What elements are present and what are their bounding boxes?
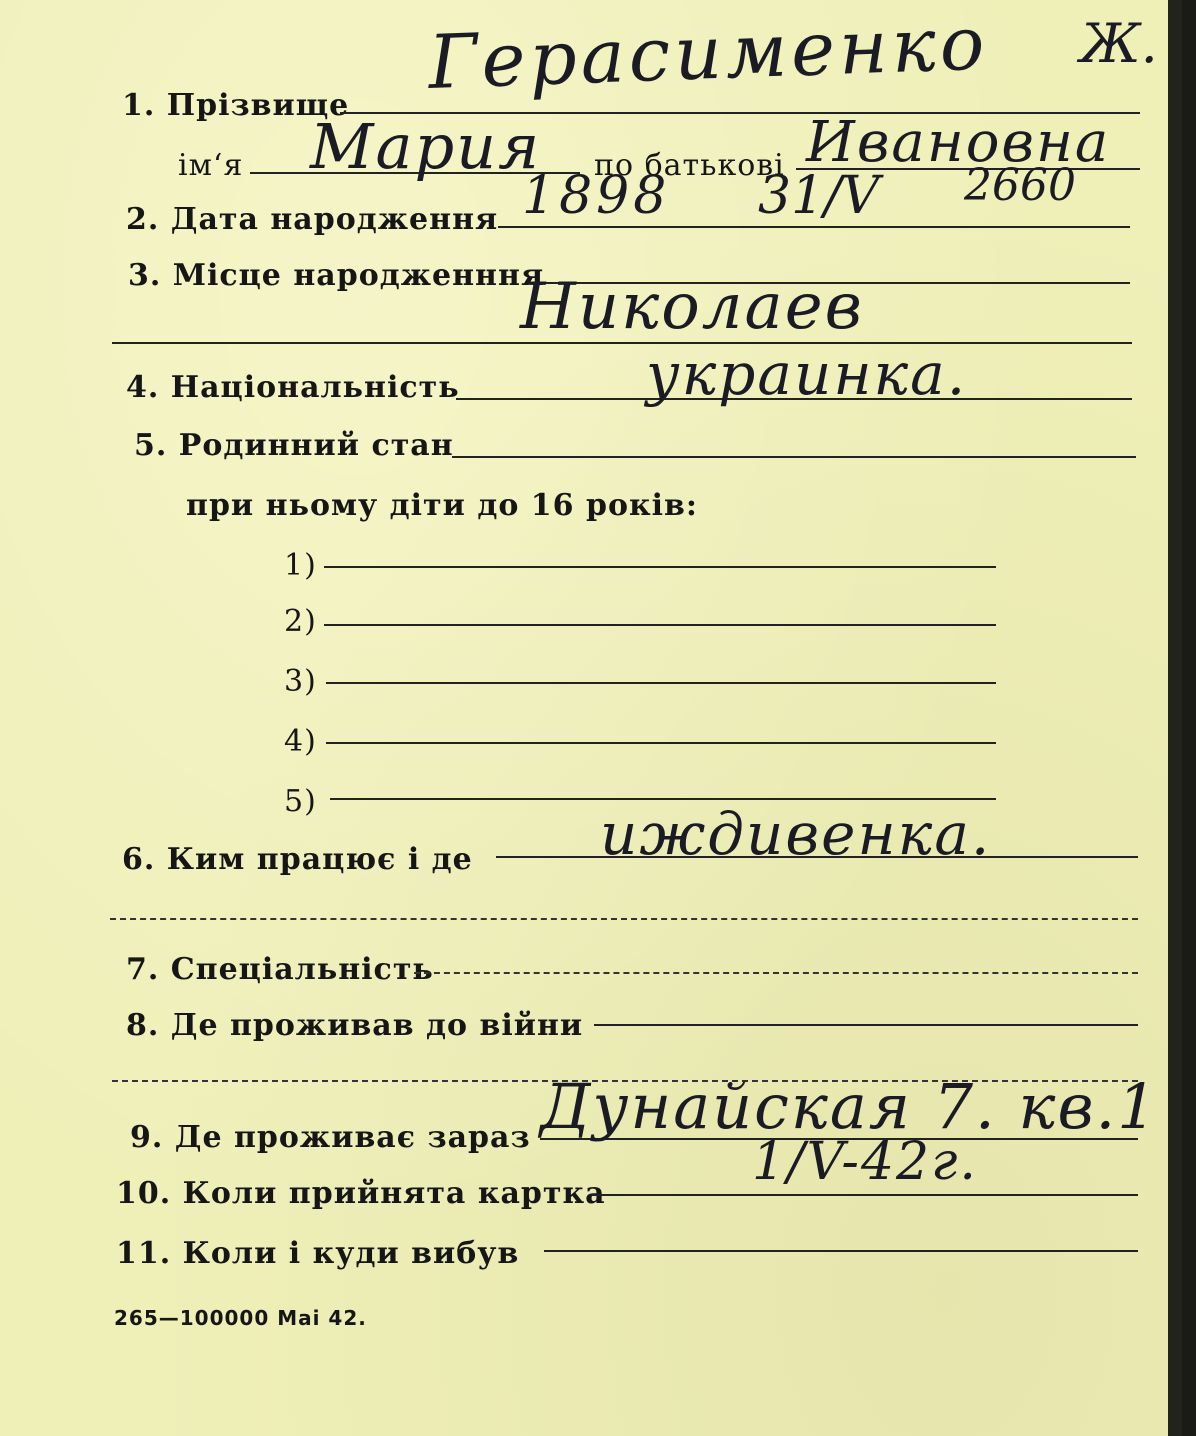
line-departure <box>544 1250 1138 1252</box>
child-label-4: 4) <box>284 724 317 759</box>
line-specialty <box>414 972 1138 974</box>
label-departure: 11. Коли і куди вибув <box>116 1236 520 1271</box>
child-label-5: 5) <box>284 784 317 819</box>
hand-first-name: Мария <box>310 110 542 183</box>
line-work-2 <box>110 918 1138 920</box>
label-surname: 1. Прізвище <box>122 88 350 123</box>
child-label-3: 3) <box>284 664 317 699</box>
line-prewar-residence <box>594 1024 1138 1026</box>
hand-number: 2660 <box>964 160 1076 211</box>
child-line-3 <box>326 682 996 684</box>
hand-corner-mark: Ж. <box>1080 12 1158 75</box>
print-code: 265—100000 Mai 42. <box>114 1306 367 1330</box>
child-line-1 <box>324 566 996 568</box>
hand-birthplace: Николаев <box>520 270 864 344</box>
hand-work: иждивенка. <box>600 800 992 868</box>
line-birth-date <box>498 226 1130 228</box>
child-label-2: 2) <box>284 604 317 639</box>
hand-surname: Герасименко <box>426 0 990 107</box>
hand-birth-year: 1898 <box>522 166 671 226</box>
label-birthplace: 3. Місце народженння <box>128 258 545 293</box>
label-marital-status: 5. Родинний стан <box>134 428 454 463</box>
label-work: 6. Ким працює і де <box>122 842 473 877</box>
label-nationality: 4. Національність <box>126 370 460 405</box>
line-card-accepted <box>590 1194 1138 1196</box>
label-first-name: ім‘я <box>178 148 244 183</box>
child-label-1: 1) <box>284 548 317 583</box>
hand-card-date: 1/V-42г. <box>752 1132 978 1192</box>
hand-birth-day: 31/V <box>758 166 880 226</box>
hand-address: Дунайская 7. кв.1 <box>540 1070 1159 1143</box>
line-marital-status <box>452 456 1136 458</box>
child-line-2 <box>324 624 996 626</box>
hand-patronymic: Ивановна <box>806 110 1111 175</box>
label-prewar-residence: 8. Де проживав до війни <box>126 1008 584 1043</box>
label-children: при ньому діти до 16 років: <box>186 488 698 523</box>
hand-nationality: украинка. <box>646 340 968 408</box>
label-card-accepted: 10. Коли прийнята картка <box>116 1176 606 1211</box>
label-specialty: 7. Спеціальність <box>126 952 434 987</box>
label-patronymic: по батькові <box>594 148 785 183</box>
child-line-4 <box>326 742 996 744</box>
document-edge <box>1168 0 1182 1436</box>
label-current-residence: 9. Де проживає зараз <box>130 1120 531 1155</box>
label-birth-date: 2. Дата народження <box>126 202 499 237</box>
